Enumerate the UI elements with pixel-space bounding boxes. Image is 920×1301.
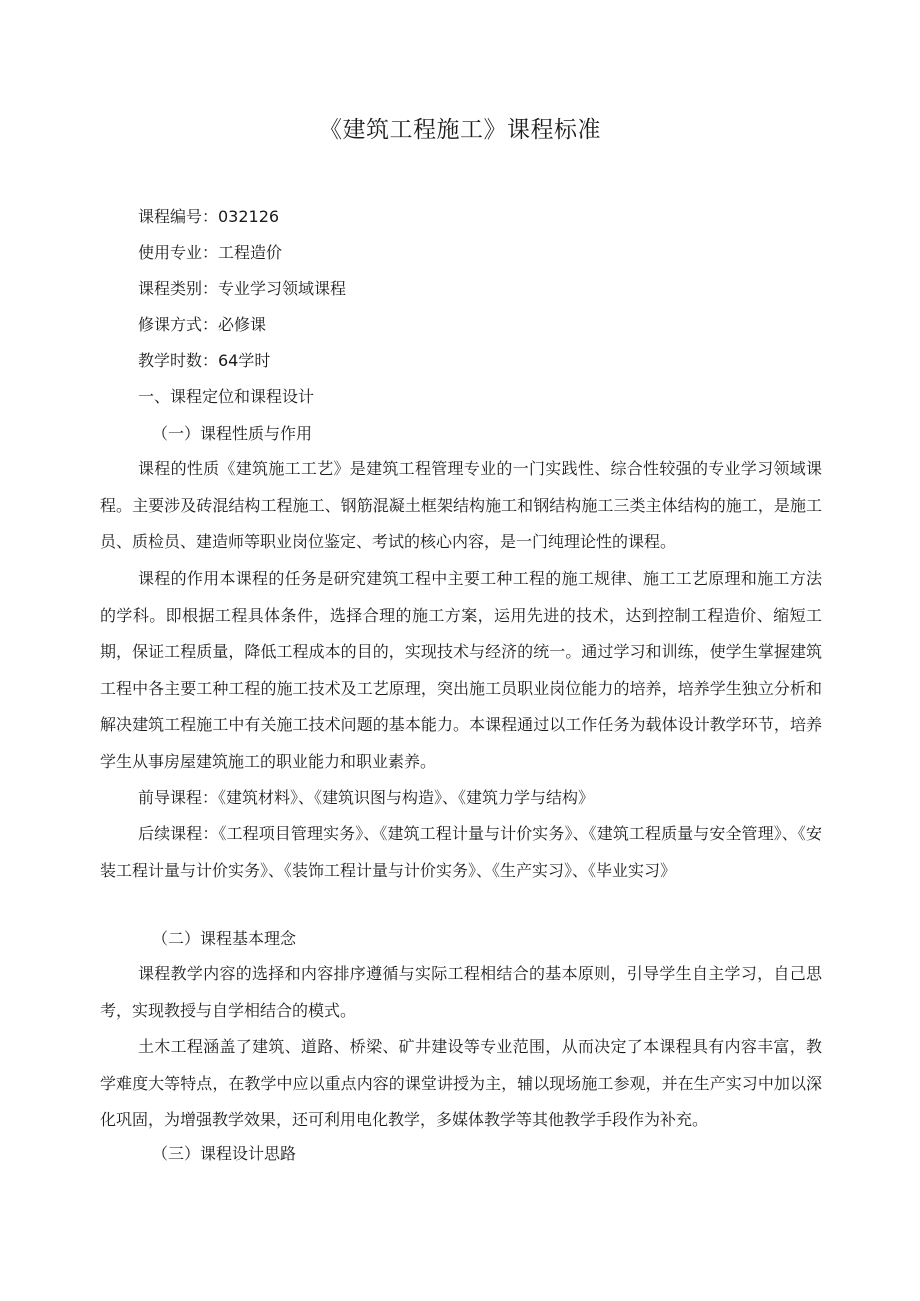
- section1-sub1-heading: （一）课程性质与作用: [152, 424, 313, 443]
- document-title: 《建筑工程施工》课程标准: [319, 117, 601, 143]
- course-code: 课程编号：032126: [138, 207, 280, 226]
- followup-courses: 后续课程：《工程项目管理实务》、《建筑工程计量与计价实务》、《建筑工程质量与安全管理》、《安装工程计量与计价实务》、《装饰工程计量与计价实务》、《生产实习》、《毕业实习》: [100, 824, 822, 880]
- concept-paragraph-1: 课程教学内容的选择和内容排序遵循与实际工程相结合的基本原则，引导学生自主学习，自己思考，实现教授与自学相结合的模式。: [100, 964, 822, 1020]
- concept-paragraph-2: 土木工程涵盖了建筑、道路、桥梁、矿井建设等专业范围，从而决定了本课程具有内容丰富，教学难度大等特点，在教学中应以重点内容的课堂讲授为主，辅以现场施工参观，并在生产实习中加以深化巩固，为增强教学效果，还可利用电化教学，多媒体教学等其他教学手段作为补充。: [100, 1037, 822, 1129]
- course-category: 课程类别：专业学习领域课程: [138, 279, 347, 298]
- section1-heading: 一、课程定位和课程设计: [138, 387, 315, 406]
- course-mode: 修课方式：必修课: [138, 315, 267, 334]
- course-major: 使用专业：工程造价: [138, 243, 283, 262]
- section1-sub2-heading: （二）课程基本理念: [152, 929, 297, 948]
- role-paragraph: 课程的作用本课程的任务是研究建筑工程中主要工种工程的施工规律、施工工艺原理和施工方法的学科。即根据工程具体条件，选择合理的施工方案，运用先进的技术，达到控制工程造价、缩短工期，保证工程质量，降低工程成本的目的，实现技术与经济的统一。通过学习和训练，使学生掌握建筑工程中各主要工种工程的施工技术及工艺原理，突出施工员职业岗位能力的培养，培养学生独立分析和解决建筑工程施工中有关施工技术问题的基本能力。本课程通过以工作任务为载体设计教学环节，培养学生从事房屋建筑施工的职业能力和职业素养。: [100, 569, 822, 771]
- course-hours: 教学时数：64学时: [138, 351, 271, 370]
- prerequisite-courses: 前导课程：《建筑材料》、《建筑识图与构造》、《建筑力学与结构》: [138, 788, 595, 807]
- section1-sub3-heading: （三）课程设计思路: [152, 1144, 297, 1163]
- nature-paragraph: 课程的性质《建筑施工工艺》是建筑工程管理专业的一门实践性、综合性较强的专业学习领域课程。主要涉及砖混结构工程施工、钢筋混凝土框架结构施工和钢结构施工三类主体结构的施工，是施工员、质检员、建造师等职业岗位鉴定、考试的核心内容，是一门纯理论性的课程。: [100, 459, 822, 551]
